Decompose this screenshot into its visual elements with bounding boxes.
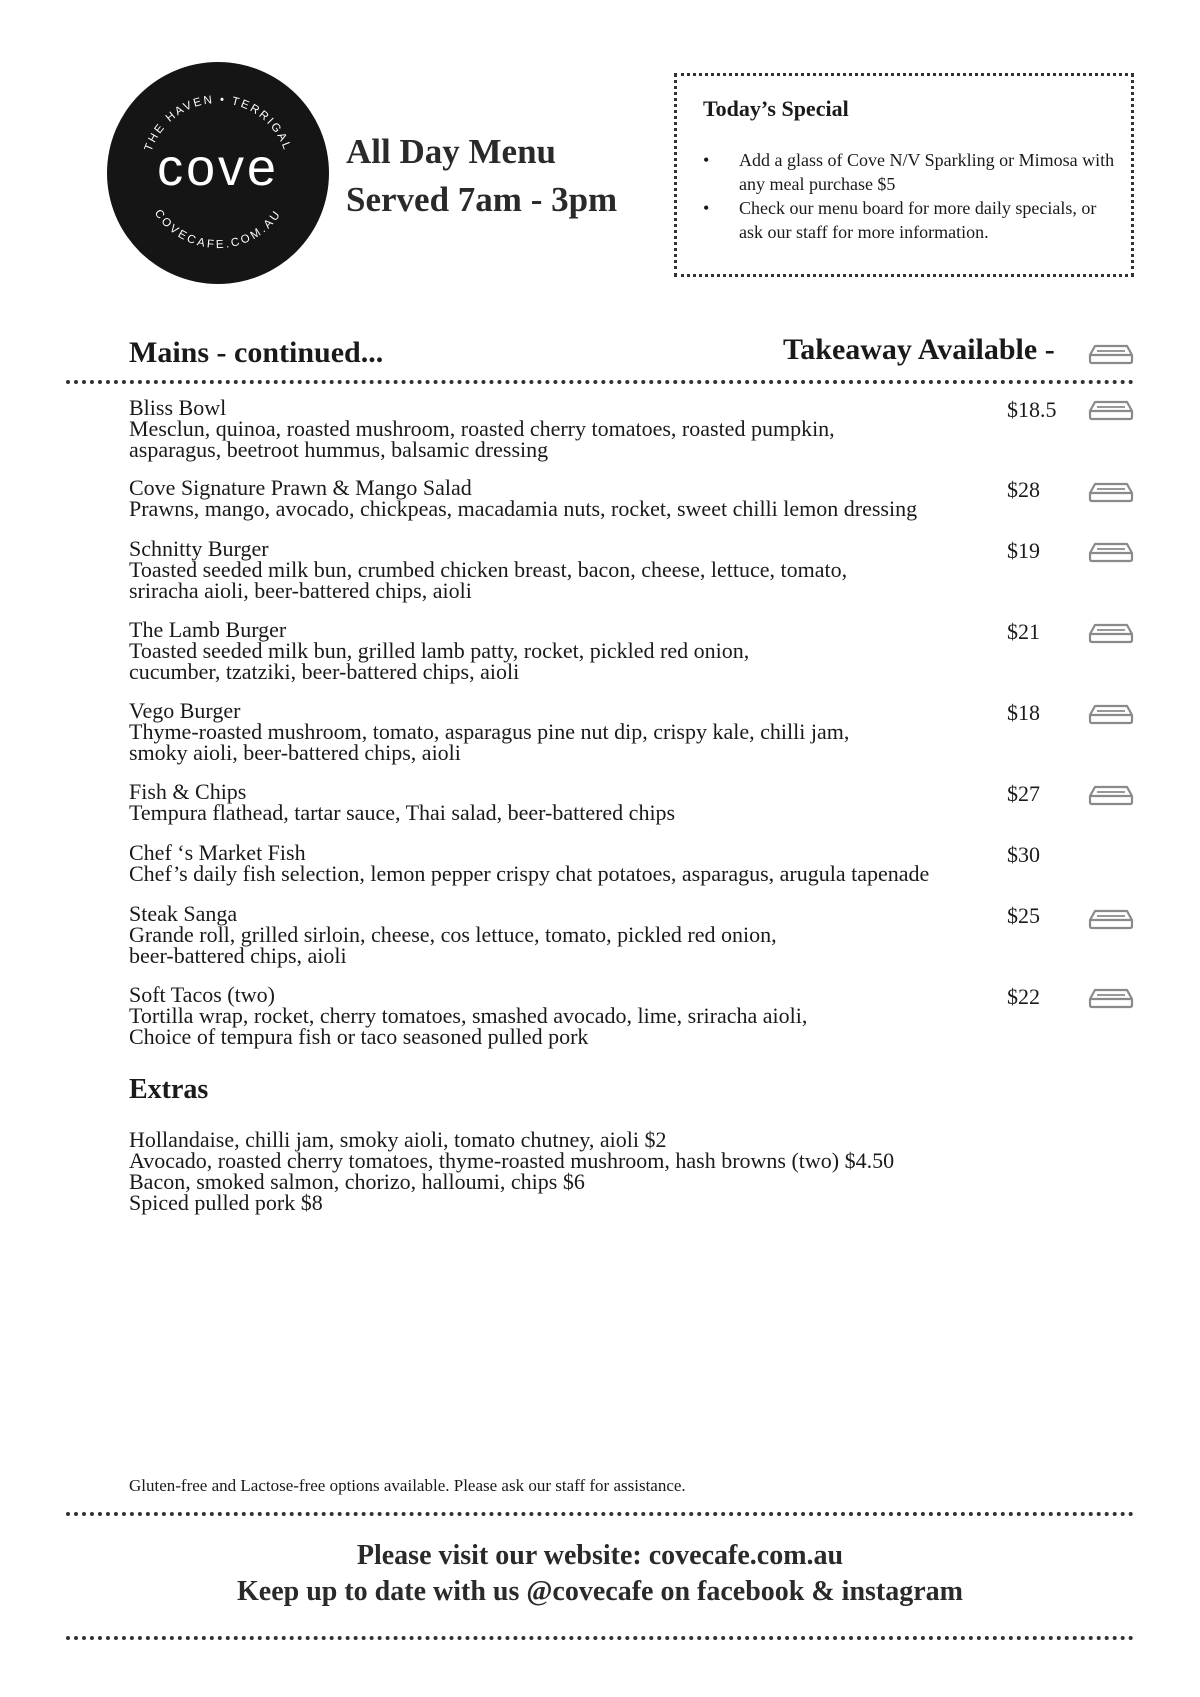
menu-item-desc: smoky aioli, beer-battered chips, aioli: [129, 740, 461, 765]
takeaway-container-icon: [1088, 481, 1134, 508]
divider: [66, 1636, 1134, 1640]
menu-item-desc: Toasted seeded milk bun, grilled lamb patty, rocket, pickled red onion,: [129, 638, 750, 663]
menu-item-desc: Chef’s daily fish selection, lemon pepper crispy chat potatoes, asparagus, arugula tapenade: [129, 861, 930, 886]
takeaway-container-icon: [1088, 541, 1134, 568]
menu-item: [129, 538, 1079, 601]
menu-item-price: $21: [1007, 619, 1040, 644]
menu-item-name: Vego Burger: [129, 698, 241, 723]
footer-social: Keep up to date with us @covecafe on facebook & instagram: [237, 1576, 963, 1607]
cove-logo: [107, 62, 329, 284]
dietary-note: Gluten-free and Lactose-free options available. Please ask our staff for assistance.: [129, 1476, 686, 1495]
menu-item: [129, 842, 1079, 884]
menu-item: [129, 984, 1079, 1047]
menu-item-desc: Mesclun, quinoa, roasted mushroom, roasted cherry tomatoes, roasted pumpkin,: [129, 416, 835, 441]
menu-item: [129, 700, 1079, 763]
menu-item-price: $22: [1007, 984, 1040, 1009]
menu-title-line-2: Served 7am - 3pm: [346, 180, 618, 219]
svg-text:COVECAFE.COM.AU: [152, 208, 284, 252]
menu-item-price: $19: [1007, 538, 1040, 563]
extras-line: Spiced pulled pork $8: [129, 1190, 323, 1215]
menu-item-price: $18: [1007, 700, 1040, 725]
menu-item-name: Schnitty Burger: [129, 536, 269, 561]
menu-item-price: $18.5: [1007, 397, 1057, 422]
menu-item-name: Fish & Chips: [129, 779, 247, 804]
menu-item-desc: Prawns, mango, avocado, chickpeas, macadamia nuts, rocket, sweet chilli lemon dressing: [129, 496, 918, 521]
menu-item-desc: asparagus, beetroot hummus, balsamic dressing: [129, 437, 549, 462]
menu-item-desc: beer-battered chips, aioli: [129, 943, 347, 968]
menu-title: [346, 128, 617, 224]
takeaway-container-icon: [1088, 399, 1134, 426]
extras-line: Hollandaise, chilli jam, smoky aioli, tomato chutney, aioli $2: [129, 1127, 667, 1152]
todays-special-box: [674, 73, 1134, 277]
menu-item-desc: Toasted seeded milk bun, crumbed chicken breast, bacon, cheese, lettuce, tomato,: [129, 557, 848, 582]
divider: [66, 1512, 1134, 1516]
menu-item-price: $30: [1007, 842, 1040, 867]
menu-item-name: The Lamb Burger: [129, 617, 287, 642]
special-item: • Add a glass of Cove N/V Sparkling or Mimosa with any meal purchase $5: [703, 148, 1123, 196]
menu-item: [129, 477, 1079, 519]
menu-item-desc: Thyme-roasted mushroom, tomato, asparagus pine nut dip, crispy kale, chilli jam,: [129, 719, 850, 744]
extras-list: [129, 1129, 894, 1213]
menu-item-name: Chef ‘s Market Fish: [129, 840, 306, 865]
menu-item-name: Steak Sanga: [129, 901, 238, 926]
takeaway-heading: Takeaway Available -: [783, 333, 1055, 366]
menu-item-price: $28: [1007, 477, 1040, 502]
logo-top-text: THE HAVEN • TERRIGAL: [142, 93, 294, 153]
extras-line: Avocado, roasted cherry tomatoes, thyme-roasted mushroom, hash browns (two) $4.50: [129, 1148, 895, 1173]
menu-item: [129, 903, 1079, 966]
menu-title-line-1: All Day Menu: [346, 132, 556, 171]
takeaway-container-icon: [1088, 343, 1134, 370]
menu-item-name: Cove Signature Prawn & Mango Salad: [129, 475, 472, 500]
menu-item-desc: Choice of tempura fish or taco seasoned pulled pork: [129, 1024, 589, 1049]
special-heading: Today’s Special: [703, 96, 849, 121]
special-item: • Check our menu board for more daily specials, or ask our staff for more information.: [703, 196, 1123, 244]
divider: [66, 380, 1134, 384]
special-list: [703, 148, 1123, 244]
extras-line: Bacon, smoked salmon, chorizo, halloumi, chips $6: [129, 1169, 585, 1194]
takeaway-container-icon: [1088, 703, 1134, 730]
menu-item-desc: cucumber, tzatziki, beer-battered chips, aioli: [129, 659, 520, 684]
logo-wordmark: cove: [157, 139, 279, 197]
mains-heading: Mains - continued...: [129, 336, 384, 369]
menu-item-desc: Grande roll, grilled sirloin, cheese, cos lettuce, tomato, pickled red onion,: [129, 922, 777, 947]
takeaway-container-icon: [1088, 908, 1134, 935]
takeaway-container-icon: [1088, 784, 1134, 811]
menu-item-price: $27: [1007, 781, 1040, 806]
menu-item-desc: Tortilla wrap, rocket, cherry tomatoes, smashed avocado, lime, sriracha aioli,: [129, 1003, 808, 1028]
takeaway-container-icon: [1088, 987, 1134, 1014]
menu-item-desc: sriracha aioli, beer-battered chips, aioli: [129, 578, 472, 603]
menu-item: [129, 619, 1079, 682]
menu-item-desc: Tempura flathead, tartar sauce, Thai salad, beer-battered chips: [129, 800, 676, 825]
menu-item: [129, 397, 1079, 460]
menu-item: [129, 781, 1079, 823]
menu-item-price: $25: [1007, 903, 1040, 928]
menu-item-name: Bliss Bowl: [129, 395, 227, 420]
takeaway-container-icon: [1088, 622, 1134, 649]
footer-website: Please visit our website: covecafe.com.au: [356, 1540, 844, 1571]
extras-heading: Extras: [129, 1074, 209, 1105]
logo-bottom-text: COVECAFE.COM.AU: [151, 207, 285, 252]
menu-item-name: Soft Tacos (two): [129, 982, 275, 1007]
